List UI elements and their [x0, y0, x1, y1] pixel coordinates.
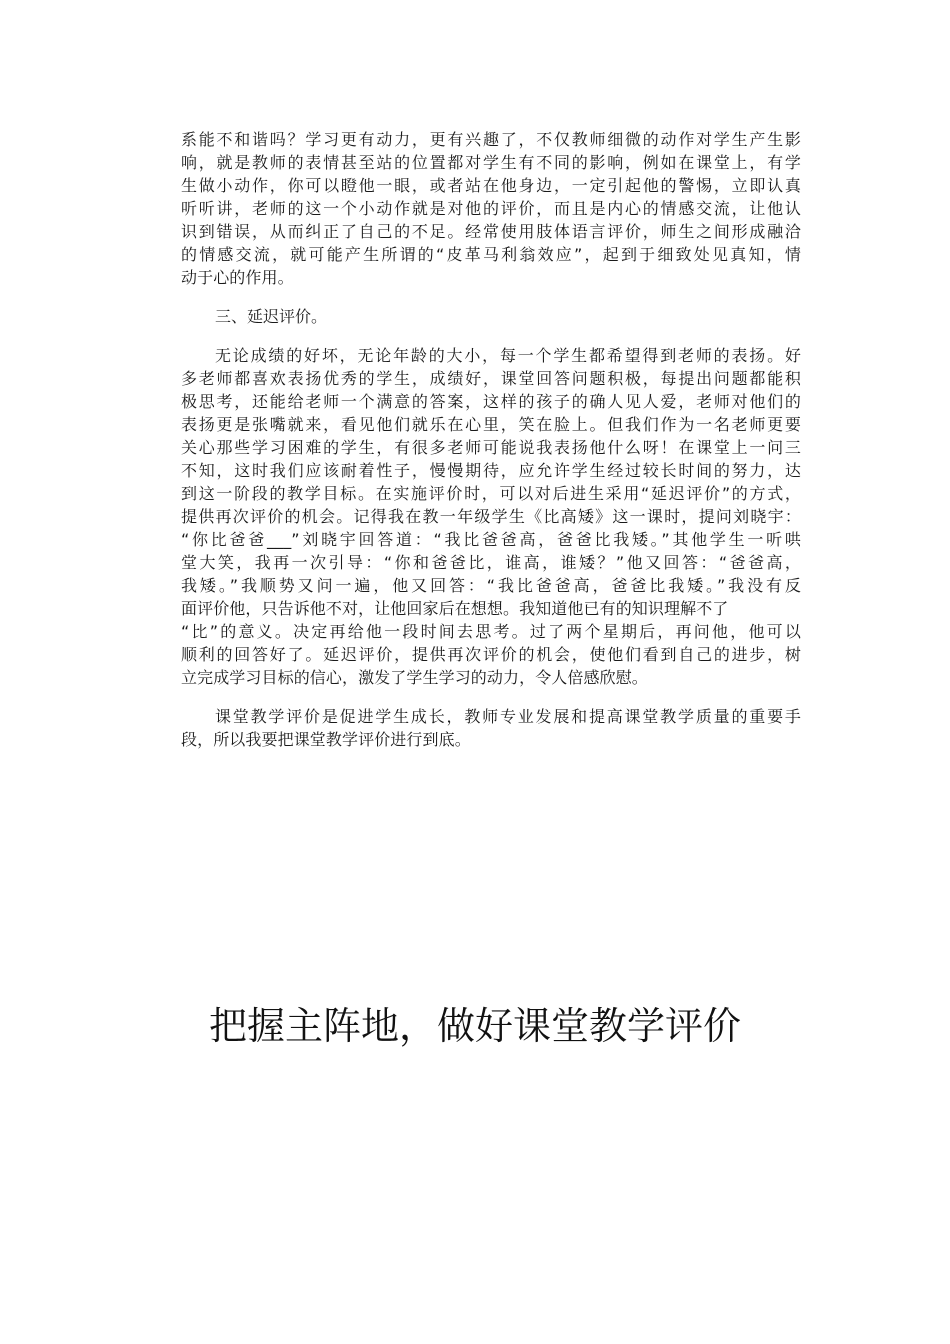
text-line: 我矮。”我顺势又问一遍，他又回答：“我比爸爸高，爸爸比我矮。”我没有反 [181, 576, 801, 595]
text-line: 段，所以我要把课堂教学评价进行到底。 [181, 730, 471, 749]
text-line: 表扬更是张嘴就来，看见他们就乐在心里，笑在脸上。但我们作为一名老师更要 [181, 415, 801, 434]
text-line: 生做小动作，你可以瞪他一眼，或者站在他身边，一定引起他的警惕，立即认真 [181, 176, 801, 195]
text-line: 不知，这时我们应该耐着性子，慢慢期待，应允许学生经过较长时间的努力，达 [181, 461, 801, 480]
text-line: 极思考，还能给老师一个满意的答案，这样的孩子的确人见人爱，老师对他们的 [181, 392, 801, 411]
text-line: 提供再次评价的机会。记得我在教一年级学生《比高矮》这一课时，提问刘晓宇： [181, 507, 801, 526]
text-line: “你比爸爸___”刘晓宇回答道：“我比爸爸高，爸爸比我矮。”其他学生一听哄 [181, 530, 801, 549]
text-line: 多老师都喜欢表扬优秀的学生，成绩好，课堂回答问题积极，每提出问题都能积 [181, 369, 801, 388]
text-line: 立完成学习目标的信心，激发了学生学习的动力，令人倍感欣慰。 [181, 668, 648, 687]
text-line: 响，就是教师的表情甚至站的位置都对学生有不同的影响，例如在课堂上，有学 [181, 153, 801, 172]
section-heading: 三、延迟评价。 [215, 307, 328, 326]
text-line: 无论成绩的好坏，无论年龄的大小，每一个学生都希望得到老师的表扬。好 [215, 346, 801, 365]
text-line: 的情感交流，就可能产生所谓的“皮革马利翁效应”，起到于细致处见真知，情 [181, 245, 801, 264]
text-line: 关心那些学习困难的学生，有很多老师可能说我表扬他什么呀！在课堂上一问三 [181, 438, 801, 457]
text-line: 动于心的作用。 [181, 268, 294, 287]
text-line: 系能不和谐吗？学习更有动力，更有兴趣了，不仅教师细微的动作对学生产生影 [181, 130, 801, 149]
text-line: 听听讲，老师的这一个小动作就是对他的评价，而且是内心的情感交流，让他认 [181, 199, 801, 218]
text-line: 顺利的回答好了。延迟评价，提供再次评价的机会，使他们看到自己的进步，树 [181, 645, 801, 664]
text-line: 课堂教学评价是促进学生成长，教师专业发展和提高课堂教学质量的重要手 [215, 707, 801, 726]
text-line: “比”的意义。决定再给他一段时间去思考。过了两个星期后，再问他，他可以 [181, 622, 801, 641]
text-line: 堂大笑，我再一次引导：“你和爸爸比，谁高，谁矮？”他又回答：“爸爸高， [181, 553, 801, 572]
text-line: 识到错误，从而纠正了自己的不足。经常使用肢体语言评价，师生之间形成融洽 [181, 222, 801, 241]
document-title: 把握主阵地，做好课堂教学评价 [208, 1004, 741, 1048]
text-line: 面评价他，只告诉他不对，让他回家后在想想。我知道他已有的知识理解不了 [181, 599, 729, 618]
text-line: 到这一阶段的教学目标。在实施评价时，可以对后进生采用“延迟评价”的方式， [181, 484, 801, 503]
